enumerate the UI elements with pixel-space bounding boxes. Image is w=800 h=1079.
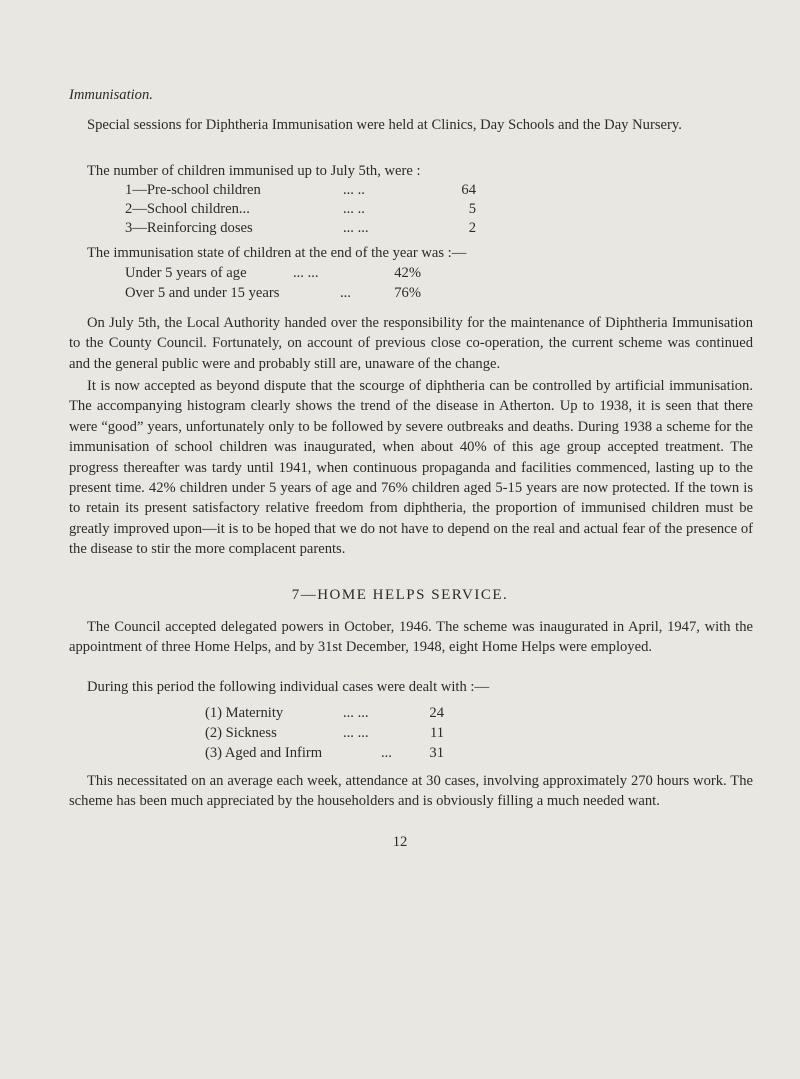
- item-label: Under 5 years of age: [125, 265, 247, 281]
- item-label: 2—School children...: [125, 201, 250, 217]
- paragraph-attendance: This necessitated on an average each week, attendance at 30 cases, involving approximately 270 hours work. The scheme has been much appreciated by the householders and is obviously filling a much needed want.: [69, 773, 753, 810]
- list-item: [0, 744, 800, 762]
- intro-immunisation-state: The immunisation state of children at the end of the year was :—: [87, 245, 467, 261]
- leader-dots: ... ..: [343, 201, 365, 217]
- item-value: 76%: [394, 285, 421, 301]
- list-item: [0, 284, 800, 302]
- leader-dots: ... ...: [343, 220, 369, 236]
- heading-home-helps-service: 7—HOME HELPS SERVICE.: [291, 587, 509, 603]
- leader-dots: ... ..: [343, 182, 365, 198]
- paragraph-local-authority: On July 5th, the Local Authority handed over the responsibility for the maintenance of Diphtheria Immunisation to the County Council. Fortunately, on account of previous close co-operation, the current scheme was continued and the general public were and probably still are, unaware of the change.: [69, 315, 753, 372]
- item-value: 5: [468, 201, 476, 217]
- item-label: (3) Aged and Infirm: [205, 745, 323, 761]
- paragraph-sessions: Special sessions for Diphtheria Immunisation were held at Clinics, Day Schools and the Day Nursery.: [87, 117, 682, 133]
- item-value: 24: [429, 705, 444, 721]
- list-item: [0, 704, 800, 722]
- list-item: [0, 219, 800, 237]
- list-item: [0, 724, 800, 742]
- item-value: 11: [429, 725, 444, 741]
- item-label: 3—Reinforcing doses: [125, 220, 253, 236]
- item-label: (2) Sickness: [205, 725, 277, 741]
- leader-dots: ... ...: [343, 725, 369, 741]
- paragraph-diphtheria-control: It is now accepted as beyond dispute that the scourge of diphtheria can be controlled by artificial immunisation. The accompanying histogram clearly shows the trend of the disease in Atherton. Up to 1938, it is seen that there were “good” years, unfortunately only to be followed by severe outbreaks and deaths. During 1938 a scheme for the immunisation of school children was inaugurated, when about 40% of this age group accepted treatment. The progress thereafter was tardy until 1941, when continuous propaganda and facilities commenced, lasting up to the present time. 42% children under 5 years of age and 76% children aged 5-15 years are now protected. If the town is to retain its present satisfactory relative freedom from diphtheria, the proportion of immunised children must be greatly improved upon—it is to be hoped that we do not have to depend on the real and actual fear of the presence of the disease to stir the more complacent parents.: [69, 378, 753, 558]
- list-item: [0, 200, 800, 218]
- item-label: (1) Maternity: [205, 705, 284, 721]
- intro-number-immunised: The number of children immunised up to July 5th, were :: [87, 163, 421, 179]
- leader-dots: ...: [381, 745, 392, 761]
- paragraph-council-powers: The Council accepted delegated powers in October, 1946. The scheme was inaugurated in April, 1947, with the appointment of three Home Helps, and by 31st December, 1948, eight Home Helps were employed.: [69, 619, 753, 656]
- page-number: 12: [392, 834, 408, 850]
- leader-dots: ...: [340, 285, 351, 301]
- item-label: 1—Pre-school children: [125, 182, 261, 198]
- list-item: [0, 181, 800, 199]
- list-item: [0, 264, 800, 282]
- item-value: 31: [429, 745, 444, 761]
- leader-dots: ... ...: [343, 705, 369, 721]
- item-value: 42%: [394, 265, 421, 281]
- item-value: 2: [468, 220, 476, 236]
- item-value: 64: [461, 182, 476, 198]
- item-label: Over 5 and under 15 years: [125, 285, 280, 301]
- intro-cases: During this period the following individual cases were dealt with :—: [87, 679, 490, 695]
- leader-dots: ... ...: [293, 265, 319, 281]
- section-title: Immunisation.: [69, 87, 153, 103]
